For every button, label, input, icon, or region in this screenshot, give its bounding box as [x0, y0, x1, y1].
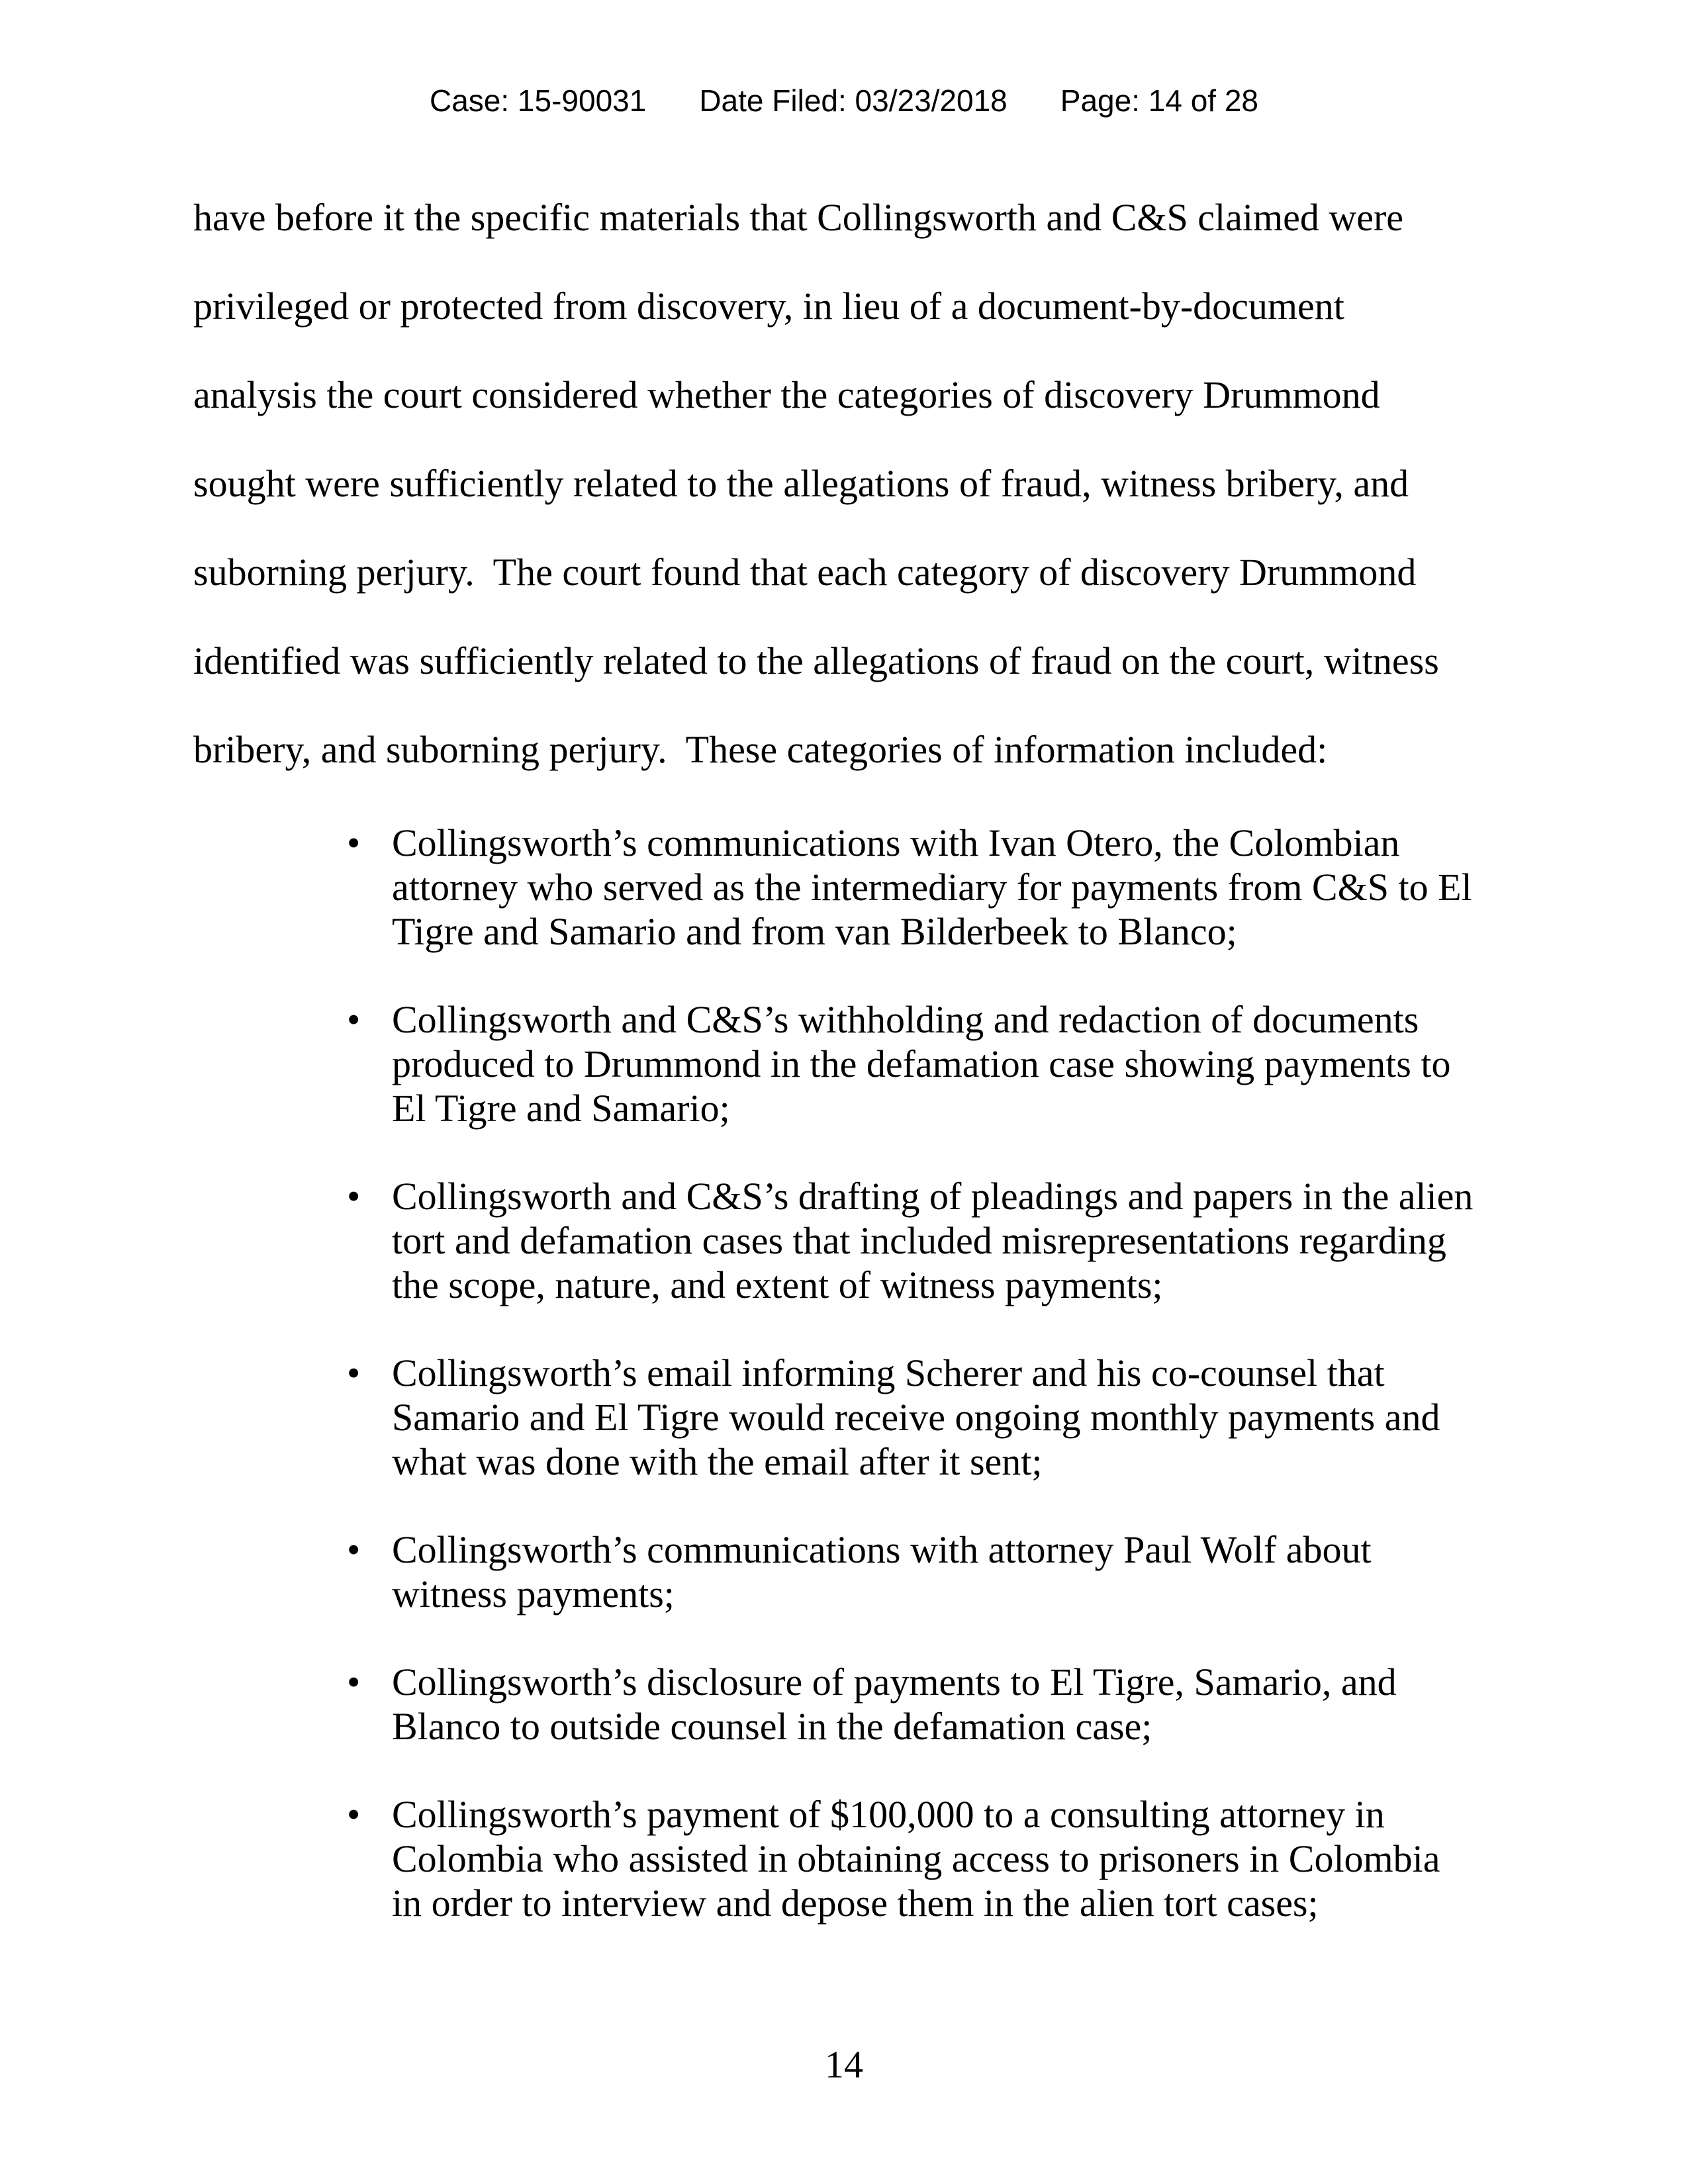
text-line: in order to interview and depose them in the alien tort cases; [392, 1882, 1319, 1925]
bullet-text [392, 821, 1532, 954]
bullet-item [347, 1174, 1532, 1307]
text-line: the scope, nature, and extent of witness payments; [392, 1263, 1163, 1306]
text-line: Collingsworth’s disclosure of payments to El Tigre, Samario, and [392, 1661, 1397, 1704]
bullet-icon: • [347, 998, 361, 1041]
bullet-icon: • [347, 1351, 361, 1394]
header-date-filed: Date Filed: 03/23/2018 [699, 83, 1008, 118]
bullet-icon: • [347, 1793, 361, 1836]
text-line: Collingsworth and C&S’s drafting of pleadings and papers in the alien [392, 1175, 1474, 1218]
text-line: Collingsworth’s communications with Ivan Otero, the Colombian [392, 821, 1400, 864]
bullet-item [347, 1660, 1532, 1749]
paragraph-line: have before it the specific materials that Collingsworth and C&S claimed were [193, 196, 1404, 239]
bullet-item [347, 997, 1532, 1130]
bullet-list [347, 821, 1532, 1969]
paragraph-line: analysis the court considered whether the categories of discovery Drummond [193, 373, 1380, 416]
bullet-icon: • [347, 1661, 361, 1704]
text-line: El Tigre and Samario; [392, 1087, 730, 1130]
paragraph-line: privileged or protected from discovery, in lieu of a document-by-document [193, 285, 1344, 328]
page-number: 14 [825, 2043, 863, 2086]
bullet-text [392, 1174, 1532, 1307]
bullet-item [347, 821, 1532, 954]
body-paragraph [193, 173, 1524, 794]
text-line: Blanco to outside counsel in the defamation case; [392, 1705, 1152, 1748]
text-line: attorney who served as the intermediary for payments from C&S to El [392, 866, 1472, 909]
bullet-icon: • [347, 821, 361, 864]
bullet-text [392, 997, 1532, 1130]
paragraph-line: bribery, and suborning perjury. These categories of information included: [193, 728, 1328, 771]
text-line: Collingsworth and C&S’s withholding and redaction of documents [392, 998, 1419, 1041]
bullet-icon: • [347, 1175, 361, 1218]
text-line: witness payments; [392, 1572, 675, 1615]
text-line: Colombia who assisted in obtaining access to prisoners in Colombia [392, 1837, 1440, 1880]
bullet-text [392, 1660, 1532, 1749]
paragraph-line: sought were sufficiently related to the allegations of fraud, witness bribery, and [193, 462, 1409, 505]
bullet-text [392, 1792, 1532, 1925]
text-line: Collingsworth’s communications with attorney Paul Wolf about [392, 1528, 1372, 1571]
bullet-item [347, 1351, 1532, 1484]
bullet-item [347, 1527, 1532, 1616]
paragraph-line: suborning perjury. The court found that each category of discovery Drummond [193, 551, 1417, 594]
text-line: Tigre and Samario and from van Bilderbeek to Blanco; [392, 910, 1237, 953]
text-line: Samario and El Tigre would receive ongoing monthly payments and [392, 1396, 1440, 1439]
text-line: Collingsworth’s payment of $100,000 to a consulting attorney in [392, 1793, 1385, 1836]
text-line: tort and defamation cases that included misrepresentations regarding [392, 1219, 1446, 1262]
header-case-number: Case: 15-90031 [429, 83, 647, 118]
bullet-text [392, 1527, 1532, 1616]
bullet-icon: • [347, 1528, 361, 1571]
header-page-indicator: Page: 14 of 28 [1060, 83, 1259, 118]
paragraph-line: identified was sufficiently related to the allegations of fraud on the court, witness [193, 639, 1439, 682]
bullet-item [347, 1792, 1532, 1925]
text-line: Collingsworth’s email informing Scherer and his co-counsel that [392, 1351, 1385, 1394]
text-line: what was done with the email after it sent; [392, 1440, 1043, 1483]
document-header-stamp [0, 83, 1688, 118]
text-line: produced to Drummond in the defamation case showing payments to [392, 1042, 1451, 1085]
bullet-text [392, 1351, 1532, 1484]
